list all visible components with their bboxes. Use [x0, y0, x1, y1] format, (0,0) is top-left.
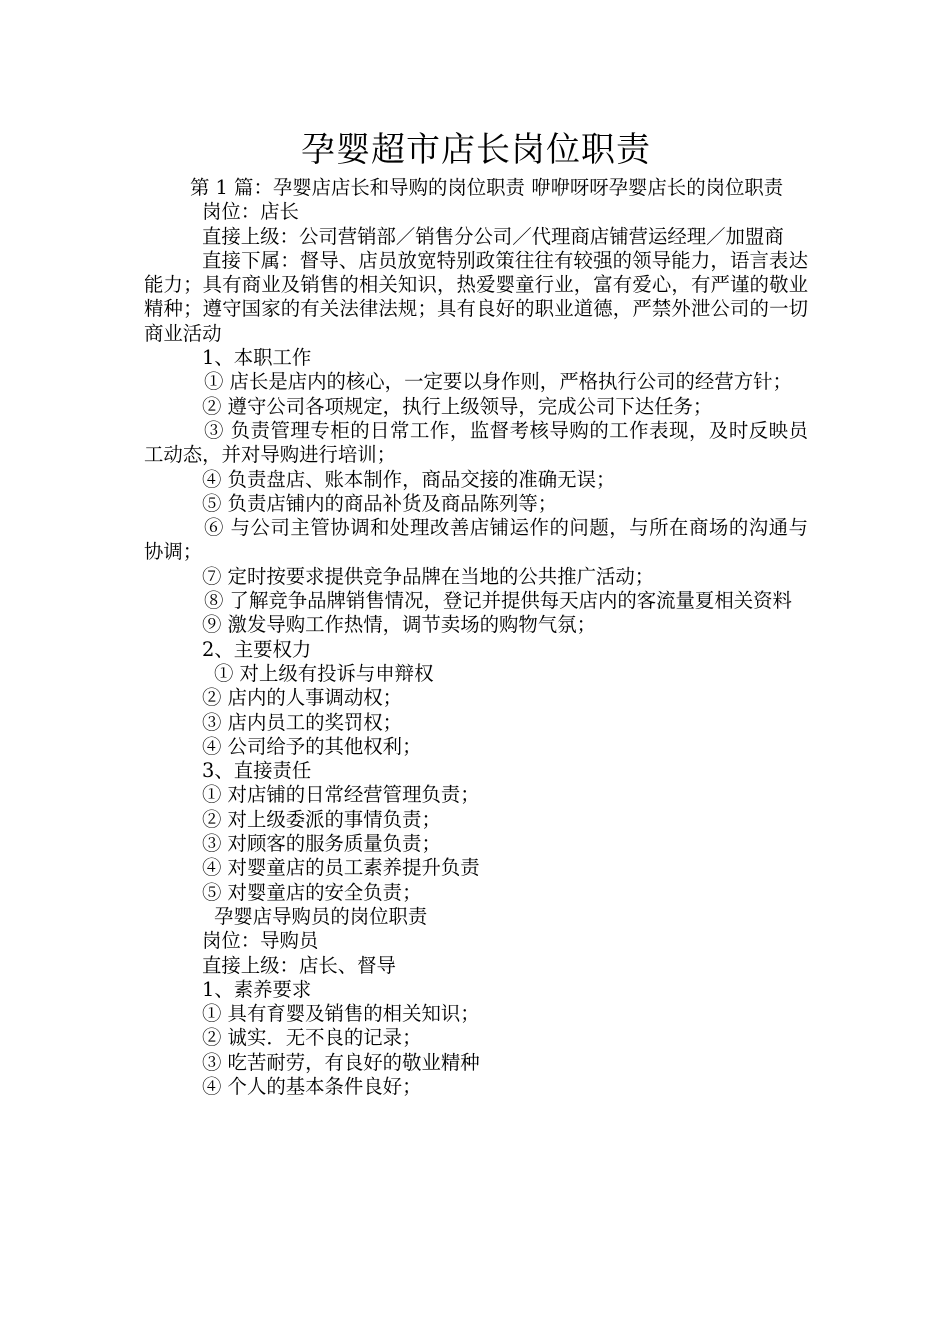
list-item: ② 遵守公司各项规定，执行上级领导，完成公司下达任务； [202, 394, 713, 418]
list-item: ③ 店内员工的奖罚权； [202, 710, 403, 734]
document-page [144, 128, 808, 1099]
paragraph-subordinates: 直接下属：督导、店员放宽特别政策往往有较强的领导能力，语言表达能力；具有商业及销售的相关知识，热爱婴童行业，富有爱心，有严谨的敬业精种；遵守国家的有关法律法规；具有良好的职业道德，严禁外泄公司的一切商业活动 [144, 248, 808, 345]
list-item: ⑤ 负责店铺内的商品补货及商品陈列等； [202, 491, 558, 515]
section-heading-responsibilities: 3、直接责任 [202, 759, 312, 783]
list-item: ⑦ 定时按要求提供竞争品牌在当地的公共推广活动； [202, 564, 655, 588]
paragraph-position: 岗位：店长 [202, 200, 299, 224]
list-item: ④ 公司给予的其他权利； [202, 734, 422, 758]
list-item: ④ 个人的基本条件良好； [202, 1074, 422, 1098]
list-item: ① 对店铺的日常经营管理负责； [202, 783, 480, 807]
list-item: ⑧ 了解竞争品牌销售情况，登记并提供每天店内的客流量夏相关资料 [204, 589, 792, 613]
list-item: ③ 对顾客的服务质量负责； [202, 832, 441, 856]
list-item: ③ 负责管理专柜的日常工作，监督考核导购的工作表现，及时反映员工动态，并对导购进行培训； [144, 418, 808, 467]
list-item: ⑨ 激发导购工作热情，调节卖场的购物气氛； [202, 613, 596, 637]
subsection-title-sales-guide: 孕婴店导购员的岗位职责 [214, 904, 428, 928]
list-item: ② 诚实．无不良的记录； [202, 1026, 422, 1050]
paragraph-supervisor: 直接上级：店长、督导 [202, 953, 396, 977]
list-item: ① 对上级有投诉与申辩权 [214, 661, 434, 685]
list-item: ④ 负责盘店、账本制作，商品交接的准确无误； [202, 467, 616, 491]
list-item: ① 具有育婴及销售的相关知识； [202, 1002, 480, 1026]
paragraph-intro: 第 1 篇：孕婴店店长和导购的岗位职责 咿咿呀呀孕婴店长的岗位职责 [190, 176, 784, 199]
list-item: ② 店内的人事调动权； [202, 686, 403, 710]
list-item: ① 店长是店内的核心，一定要以身作则，严格执行公司的经营方针； [204, 370, 792, 394]
list-item: ④ 对婴童店的员工素养提升负责 [202, 856, 480, 880]
list-item: ⑤ 对婴童店的安全负责； [202, 880, 422, 904]
list-item: ⑥ 与公司主管协调和处理改善店铺运作的问题，与所在商场的沟通与协调； [144, 516, 808, 564]
section-heading-powers: 2、主要权力 [202, 637, 312, 661]
list-item: ③ 吃苦耐劳，有良好的敬业精种 [202, 1050, 480, 1074]
paragraph-supervisor: 直接上级：公司营销部／销售分公司／代理商店铺营运经理／加盟商 [202, 224, 784, 248]
document-title: 孕婴超市店长岗位职责 [301, 130, 651, 170]
paragraph-position: 岗位：导购员 [202, 929, 319, 953]
section-heading-qualifications: 1、素养要求 [202, 977, 312, 1001]
section-heading-duties: 1、本职工作 [202, 346, 312, 370]
list-item: ② 对上级委派的事情负责； [202, 807, 441, 831]
